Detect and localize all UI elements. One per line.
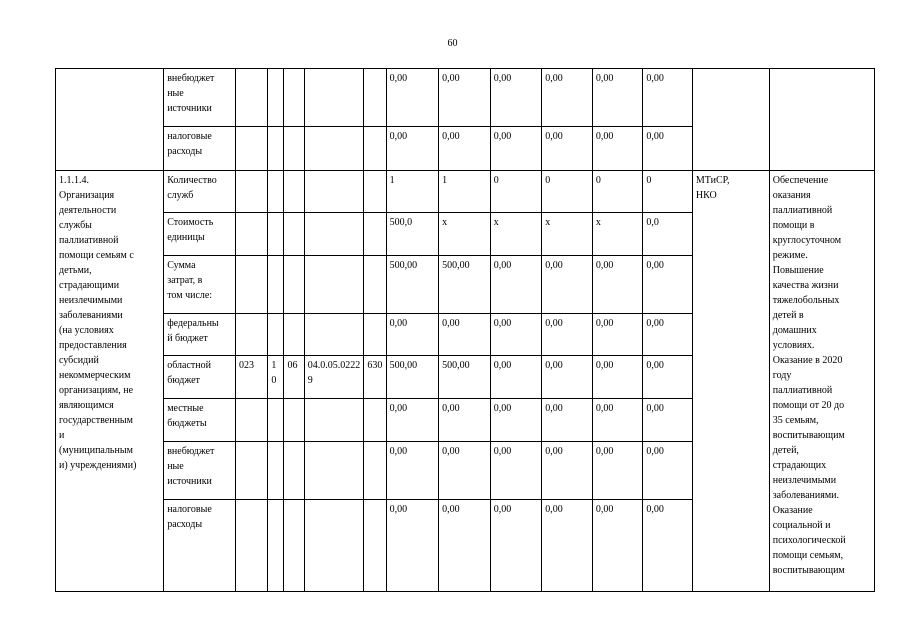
value-2022: 0,00 [490, 399, 542, 442]
executor-cell: МТиСР, НКО [692, 171, 769, 592]
value-2021: 0,00 [439, 500, 491, 592]
grbs-cell [235, 127, 267, 171]
grbs-cell [235, 69, 267, 127]
funding-source-label: внебюджет ные источники [164, 69, 236, 127]
pr-code: 06 [284, 356, 304, 399]
value-2020: 500,00 [386, 356, 439, 399]
value-2020: 500,00 [386, 256, 439, 314]
value-2025: 0,00 [643, 69, 693, 127]
funding-source-label: внебюджет ные источники [164, 442, 236, 500]
value-2023: 0,00 [542, 399, 593, 442]
csr-cell [304, 69, 364, 127]
prev-result-cell [769, 69, 874, 171]
value-2024: 0,00 [592, 127, 643, 171]
value-2023: 0,00 [542, 500, 593, 592]
value-2022: 0,00 [490, 314, 542, 356]
value-2023: 0,00 [542, 314, 593, 356]
value-2024: 0,00 [592, 500, 643, 592]
value-2023: 0,00 [542, 442, 593, 500]
vr-cell [364, 69, 386, 127]
program-table [55, 68, 875, 592]
value-2022: 0 [490, 171, 542, 213]
value-2021: 0,00 [439, 442, 491, 500]
value-2023: х [542, 213, 593, 256]
value-2023: 0,00 [542, 127, 593, 171]
funding-source-label: областной бюджет [164, 356, 236, 399]
expected-result: Обеспечение оказания паллиативной помощи в круглосуточном режиме. Повышение качества жизни тяжелобольных детей в домашних условиях. Оказание в 2020 году паллиативной помощи от 20 до 35 семьям, воспитывающим детей, страдающих неизлечимыми заболеваниями. Оказание социальной и психологической помощи семьям, воспитывающим [769, 171, 874, 592]
rz-cell [268, 69, 284, 127]
value-2022: х [490, 213, 542, 256]
value-2021: 0,00 [439, 69, 491, 127]
value-2021: 500,00 [439, 256, 491, 314]
value-2022: 0,00 [490, 69, 542, 127]
value-2021: 0,00 [439, 399, 491, 442]
value-2020: 500,0 [386, 213, 439, 256]
value-2021: 500,00 [439, 356, 491, 399]
value-2023: 0,00 [542, 69, 593, 127]
pr-cell [284, 69, 304, 127]
indicator-label: Количество служб [164, 171, 236, 213]
value-2024: 0,00 [592, 399, 643, 442]
value-2025: 0,00 [643, 399, 693, 442]
value-2020: 0,00 [386, 442, 439, 500]
value-2025: 0,00 [643, 442, 693, 500]
prev-measure-cell [56, 69, 164, 171]
value-2025: 0,00 [643, 256, 693, 314]
value-2020: 0,00 [386, 500, 439, 592]
value-2025: 0,0 [643, 213, 693, 256]
value-2020: 0,00 [386, 127, 439, 171]
value-2025: 0,00 [643, 500, 693, 592]
funding-source-label: налоговые расходы [164, 500, 236, 592]
value-2021: 0,00 [439, 127, 491, 171]
prev-executor-cell [692, 69, 769, 171]
value-2024: х [592, 213, 643, 256]
value-2024: 0,00 [592, 69, 643, 127]
value-2024: 0 [592, 171, 643, 213]
value-2022: 0,00 [490, 356, 542, 399]
value-2024: 0,00 [592, 442, 643, 500]
value-2024: 0,00 [592, 256, 643, 314]
csr-code: 04.0.05.02229 [304, 356, 364, 399]
value-2023: 0,00 [542, 256, 593, 314]
pr-cell [284, 127, 304, 171]
rz-code: 10 [268, 356, 284, 399]
page-number: 60 [447, 38, 458, 49]
value-2023: 0,00 [542, 356, 593, 399]
value-2020: 0,00 [386, 399, 439, 442]
value-2021: 0,00 [439, 314, 491, 356]
value-2021: 1 [439, 171, 491, 213]
value-2024: 0,00 [592, 314, 643, 356]
value-2020: 0,00 [386, 69, 439, 127]
measure-title: 1.1.1.4. Организация деятельности службы паллиативной помощи семьям с детьми, страдающими неизлечимыми заболеваниями (на условиях предоставления субсидий некоммерческим организациям, не являющимся государственным и (муниципальным и) учреждениями) [56, 171, 164, 592]
vr-code: 630 [364, 356, 386, 399]
value-2020: 0,00 [386, 314, 439, 356]
value-2023: 0 [542, 171, 593, 213]
value-2025: 0,00 [643, 314, 693, 356]
table-row [56, 69, 875, 127]
indicator-label: Стоимость единицы [164, 213, 236, 256]
value-2022: 0,00 [490, 256, 542, 314]
table-row [56, 171, 875, 213]
funding-source-label: федеральны й бюджет [164, 314, 236, 356]
indicator-label: Сумма затрат, в том числе: [164, 256, 236, 314]
value-2022: 0,00 [490, 127, 542, 171]
funding-source-label: налоговые расходы [164, 127, 236, 171]
grbs-code: 023 [235, 356, 267, 399]
value-2022: 0,00 [490, 500, 542, 592]
value-2022: 0,00 [490, 442, 542, 500]
funding-source-label: местные бюджеты [164, 399, 236, 442]
vr-cell [364, 127, 386, 171]
value-2025: 0 [643, 171, 693, 213]
value-2025: 0,00 [643, 127, 693, 171]
value-2020: 1 [386, 171, 439, 213]
value-2025: 0,00 [643, 356, 693, 399]
value-2024: 0,00 [592, 356, 643, 399]
rz-cell [268, 127, 284, 171]
csr-cell [304, 127, 364, 171]
value-2021: х [439, 213, 491, 256]
